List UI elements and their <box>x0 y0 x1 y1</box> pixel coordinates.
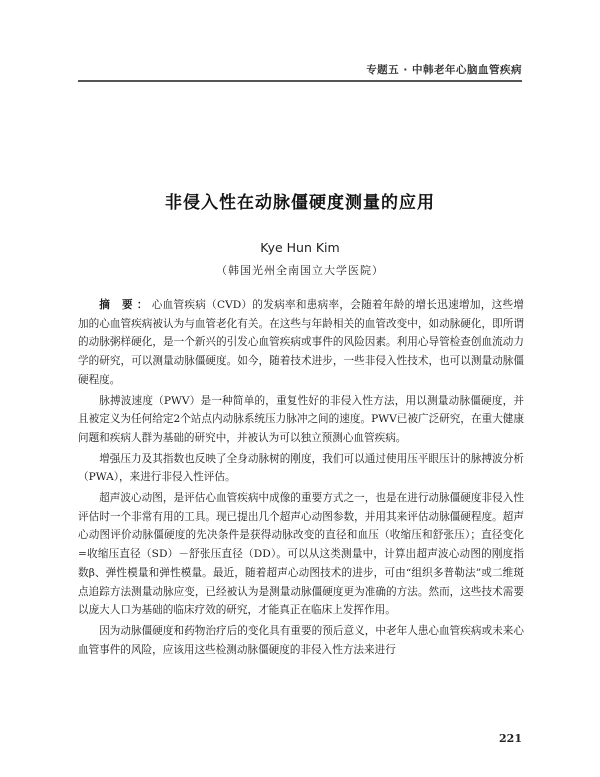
page-number: 221 <box>499 732 522 745</box>
article-affiliation: （韩国光州全南国立大学医院） <box>216 264 384 277</box>
article-author: Kye Hun Kim <box>260 240 340 255</box>
paragraph-pwa: 增强压力及其指数也反映了全身动脉树的刚度，我们可以通过使用压平眼压计的脉搏波分析（PWA），来进行非侵入性评估。 <box>78 452 524 484</box>
article-title: 非侵入性在动脉僵硬度测量的应用 <box>165 193 435 213</box>
running-header <box>78 44 522 82</box>
paragraph-prognosis: 因为动脉僵硬度和药物治疗后的变化具有重要的预后意义，中老年人患心血管疾病或未来心血管事件的风险，应该用这些检测动脉僵硬度的非侵入性方法来进行 <box>78 624 524 656</box>
abstract-label: 摘 要： <box>99 299 152 311</box>
running-header-section: 专题五 · 中韩老年心脑血管疾病 <box>366 64 522 76</box>
paragraph-echocardiography: 超声波心动图，是评估心血管疾病中成像的重要方式之一，也是在进行动脉僵硬度非侵入性评估时一个非常有用的工具。现已提出几个超声心动图参数，并用其来评估动脉僵硬程度。超声心动图评价动脉僵硬度的先决条件是获得动脉改变的直径和血压（收缩压和舒张压）；直径变化=收缩压直径（SD）－舒张压直径（DD）。可以从这类测量中，计算出超声波心动图的刚度指数β、弹性模量和弹性模量。最近，随着超声心动图技术的进步，可由“组织多普勒法”或二维斑点追踪方法测量动脉应变，已经被认为是测量动脉僵硬度更为准确的方法。然而，这些技术需要以庞大人口为基础的临床疗效的研究，才能真正在临床上发挥作用。 <box>78 492 524 617</box>
paragraph-pwv: 脉搏波速度（PWV）是一种简单的，重复性好的非侵入性方法，用以测量动脉僵硬度，并且被定义为任何给定2个站点内动脉系统压力脉冲之间的速度。PWV已被广泛研究，在重大健康问题和疾病人群为基础的研究中，并被认为可以独立预测心血管疾病。 <box>78 394 524 444</box>
abstract-paragraph <box>78 296 524 390</box>
paragraph-text: 心血管疾病（CVD）的发病率和患病率，会随着年龄的增长迅速增加，这些增加的心血管疾病被认为与血管老化有关。在这些与年龄相关的血管改变中，如动脉硬化，即所谓的动脉粥样硬化，是一个新兴的引发心血管疾病或事件的风险因素。利用心导管检查创血流动力学的研究，可以测量动脉僵硬度。如今，随着技术进步，一些非侵入性技术，也可以测量动脉僵硬程度。 <box>78 299 524 386</box>
article-body <box>78 296 524 659</box>
